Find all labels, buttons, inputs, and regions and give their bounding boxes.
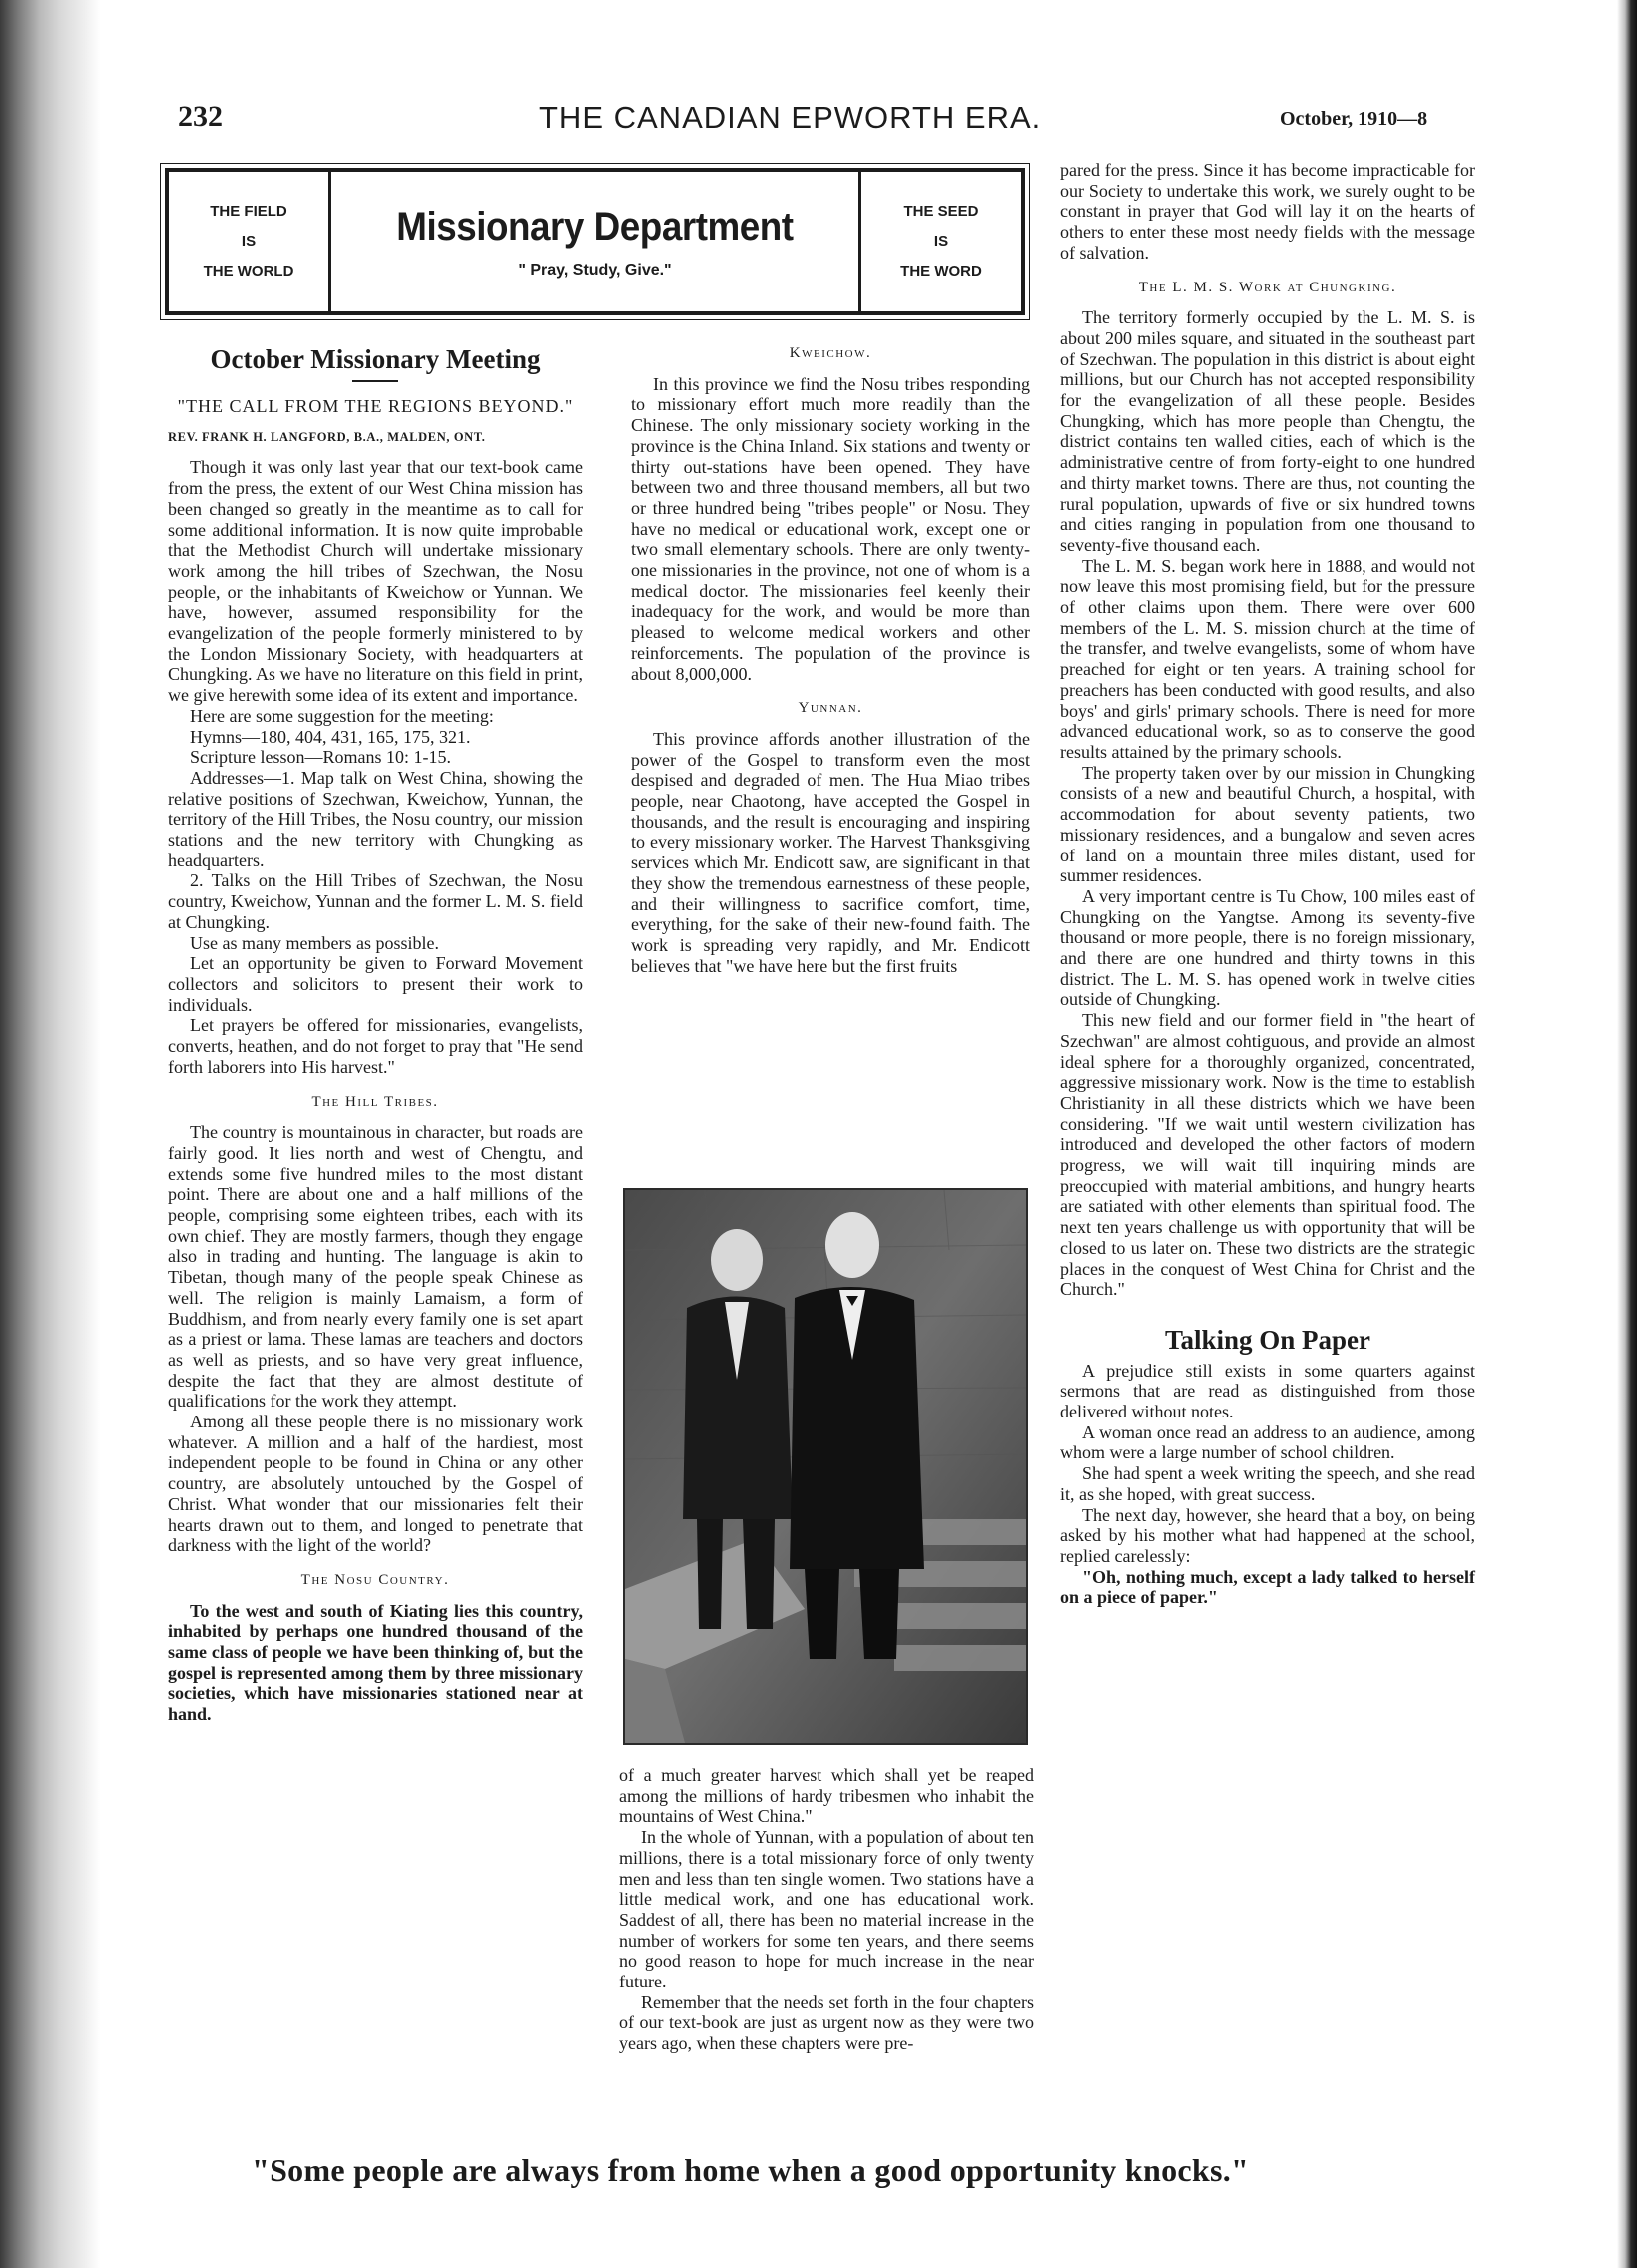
- two-men-photo-icon: [625, 1190, 1026, 1743]
- article-subtitle: "THE CALL FROM THE REGIONS BEYOND.": [177, 395, 574, 416]
- page-number: 232: [178, 100, 223, 133]
- paragraph: of a much greater harvest which shall yet be reaped among the millions of hardy tribesmen who inhabit the mountains of West China.": [619, 1765, 1034, 1827]
- paragraph: She had spent a week writing the speech, and she read it, as she hoped, with great success.: [1060, 1463, 1475, 1504]
- paragraph: Scripture lesson—Romans 10: 1-15.: [190, 747, 451, 768]
- paragraph: The L. M. S. began work here in 1888, and would not now leave this most promising field, but for the pressure of other claims upon them. There were over 600 members of the L. M. S. mission church at the time of the transfer, and twelve evangelists, some of whom have preached for eight or ten years. A training school for preachers has been conducted with good results, and also boys' and girls' primary schools. There is need for more advanced educational work, so as to conserve the good results attained by the primary schools.: [1060, 555, 1475, 762]
- paragraph: This province affords another illustration of the power of the Gospel to transform even the most despised and degraded of men. The Hua Miao tribes people, near Chaotong, have accepted the Gospel in thousands, and the result is encouraging and inspiring to every missionary worker. The Harvest Thanksgiving services which Mr. Endicott saw, are significant in that they show the tremendous earnestness of these people, and their willingness to sacrifice comfort, time, everything, for the sake of their new-found faith. The work is spreading very rapidly, and Mr. Endicott believes that "we have here but the first fruits: [631, 728, 1030, 976]
- motto-line: THE WORLD: [203, 263, 294, 280]
- paragraph: The next day, however, she heard that a boy, on being asked by his mother what had happened at the school, replied carelessly:: [1060, 1504, 1475, 1566]
- paragraph: Hymns—180, 404, 431, 165, 175, 321.: [190, 726, 471, 747]
- motto-line: THE SEED: [903, 203, 979, 220]
- paragraph: 2. Talks on the Hill Tribes of Szechwan, the Nosu country, Kweichow, Yunnan and the former L. M. S. field at Chungking.: [168, 870, 583, 932]
- paragraph: pared for the press. Since it has become impracticable for our Society to undertake this work, we surely ought to be constant in prayer that God will lay it on the hearts of others to enter these most needy fields with the message of salvation.: [1060, 160, 1475, 263]
- paragraph: The country is mountainous in character, but roads are fairly good. It lies north and west of Chengtu, and extends some five hundred miles to the most distant point. There are about one and a half millions of the people, comprising some eighteen tribes, each with its own chief. They are mostly farmers, though they engage also in trading and hunting. The language is akin to Tibetan, though many of the people speak Chinese as well. The religion is mainly Lamaism, a form of Buddhism, and from nearly every family one is set apart as a priest or lama. These lamas are teachers and doctors as well as priests, and so have very great influence, despite the fact that they are almost destitute of qualifications for the work they attempt.: [168, 1122, 583, 1412]
- paragraph: To the west and south of Kiating lies this country, inhabited by perhaps one hundred thousand of the same class of people we have been thinking of, but the gospel is represented among them by three missionary societies, which have missionaries stationed near at hand.: [168, 1600, 583, 1725]
- portrait-photo: [623, 1188, 1028, 1745]
- paragraph: Addresses—1. Map talk on West China, showing the relative positions of Szechwan, Kweichow, Yunnan, the territory of the Hill Tribes, the Nosu country, our mission stations and the new territory with Chungking as headquarters.: [168, 767, 583, 870]
- section-heading: Yunnan.: [798, 700, 863, 717]
- department-slogan: " Pray, Study, Give.": [518, 261, 672, 279]
- banner-right-motto: [858, 172, 1021, 311]
- section-heading: The L. M. S. Work at Chungking.: [1138, 279, 1397, 295]
- section-heading: The Nosu Country.: [300, 1571, 450, 1588]
- title-rule: [352, 380, 398, 382]
- paragraph: Remember that the needs set forth in the four chapters of our text-book are just as urgent now as they were two years ago, when these chapters were pre-: [619, 1991, 1034, 2054]
- paragraph: A woman once read an address to an audience, among whom were a large number of school children.: [1060, 1421, 1475, 1463]
- motto-line: THE WORD: [900, 263, 982, 280]
- footer-quote: "Some people are always from home when a good opportunity knocks.": [252, 2152, 1250, 2188]
- motto-line: THE FIELD: [210, 203, 287, 220]
- column-two: [631, 343, 1030, 976]
- motto-line: IS: [241, 233, 257, 250]
- banner-left-motto: [169, 172, 331, 311]
- banner-center: [328, 172, 861, 311]
- paragraph: Among all these people there is no missionary work whatever. A million and a half of the hardiest, most independent people to be found in China or any other country, are absolutely untouched by the Gospel of Christ. What wonder that our missionaries felt their hearts drawn out to them, and longed to penetrate that darkness with the light of the world?: [168, 1412, 583, 1556]
- paragraph: Let prayers be offered for missionaries, evangelists, converts, heathen, and do not forget to pray that "He send forth laborers into His harvest.": [168, 1015, 583, 1077]
- section-heading: The Hill Tribes.: [311, 1093, 439, 1110]
- issue-date: October, 1910—8: [1280, 108, 1428, 130]
- paragraph: In the whole of Yunnan, with a population of about ten millions, there is a total missionary force of only twenty men and less than ten single women. Two stations have a little medical work, and one has educational work. Saddest of all, there has been no material increase in the number of workers for some ten years, and there seems no good reason to hope for much increase in the near future.: [619, 1827, 1034, 1992]
- paragraph: Here are some suggestion for the meeting:: [190, 705, 494, 726]
- department-banner: [165, 168, 1025, 315]
- column-one: [168, 343, 583, 1725]
- paragraph: Use as many members as possible.: [190, 932, 439, 953]
- article-title: October Missionary Meeting: [210, 344, 541, 374]
- paragraph: The territory formerly occupied by the L. M. S. is about 200 miles square, and situated in the southeast part of Szechwan. The population in this district is about eight millions, but our Church has not accepted responsibility for the evangelization of all these people. Besides Chungking, which has more people than Chengtu, the district contains ten walled cities, each of which is the administrative centre of from forty-eight to one hundred and thirty market towns. There are thus, not counting the rural population, upwards of five or six hundred towns and cities ranging in population from one thousand to seventy-five thousand each.: [1060, 307, 1475, 555]
- column-three: [1060, 160, 1475, 1608]
- paragraph: A very important centre is Tu Chow, 100 miles east of Chungking on the Yangtse. Among its seventy-five thousand or more people, there is no foreign missionary, and there are one hundred and thirty towns in this district. The L. M. S. has opened work in twelve cities outside of Chungking.: [1060, 885, 1475, 1010]
- article-title: Talking On Paper: [1164, 1324, 1371, 1355]
- paragraph: Let an opportunity be given to Forward Movement collectors and solicitors to present their work to individuals.: [168, 953, 583, 1015]
- paragraph: A prejudice still exists in some quarters against sermons that are read as distinguished from those delivered without notes.: [1060, 1360, 1475, 1422]
- paragraph: "Oh, nothing much, except a lady talked to herself on a piece of paper.": [1060, 1566, 1475, 1608]
- column-two-continued: [619, 1765, 1034, 2054]
- journal-title: THE CANADIAN EPWORTH ERA.: [539, 100, 1042, 135]
- paragraph: The property taken over by our mission in Chungking consists of a new and beautiful Church, a hospital, with accommodation for about seventy patients, two missionary residences, and a bungalow and seven acres of land on a mountain three miles distant, used for summer residences.: [1060, 762, 1475, 886]
- paragraph: This new field and our former field in "the heart of Szechwan" are almost cohtiguous, and provide an almost ideal sphere for a thoroughly organized, concentrated, aggressive missionary work. Now is the time to establish Christianity in all these districts which we have been considering. "If we wait until western civilization has introduced and developed the other factors of modern progress, we will wait till inquiring minds are preoccupied with material ambitions, and hungry hearts are satiated with other elements than spiritual food. The next ten years challenge us with opportunity that will be closed to us later on. These two districts are the strategic places in the conquest of West China for Christ and the Church.": [1060, 1010, 1475, 1300]
- article-byline: REV. FRANK H. LANGFORD, B.A., MALDEN, ONT.: [168, 429, 486, 444]
- paragraph: Though it was only last year that our text-book came from the press, the extent of our West China mission has been changed so greatly in the meantime as to call for some additional information. It is now quite improbable that the Methodist Church will undertake missionary work among the hill tribes of Szechwan, the Nosu people, or the inhabitants of Kweichow or Yunnan. We have, however, assumed responsibility for the evangelization of the people formerly ministered to by the London Missionary Society, with headquarters at Chungking. As we have no literature on this field in print, we give herewith some idea of its extent and importance.: [168, 457, 583, 706]
- motto-line: IS: [933, 233, 949, 250]
- department-title: Missionary Department: [396, 204, 794, 249]
- section-heading: Kweichow.: [789, 345, 872, 361]
- paragraph: In this province we find the Nosu tribes responding to missionary effort much more readily than the Chinese. The only missionary society working in the province is the China Inland. Six stations and twenty or thirty out-stations have been opened. They have between two and three thousand members, all but two or three hundred being "tribes people" or Nosu. They have no medical or educational work, except one or two small elementary schools. There are only twenty-one missionaries in the province, not one of whom is a medical doctor. The missionaries feel keenly their inadequacy for the work, and would be more than pleased to welcome medical workers and other reinforcements. The population of the province is about 8,000,000.: [631, 373, 1030, 684]
